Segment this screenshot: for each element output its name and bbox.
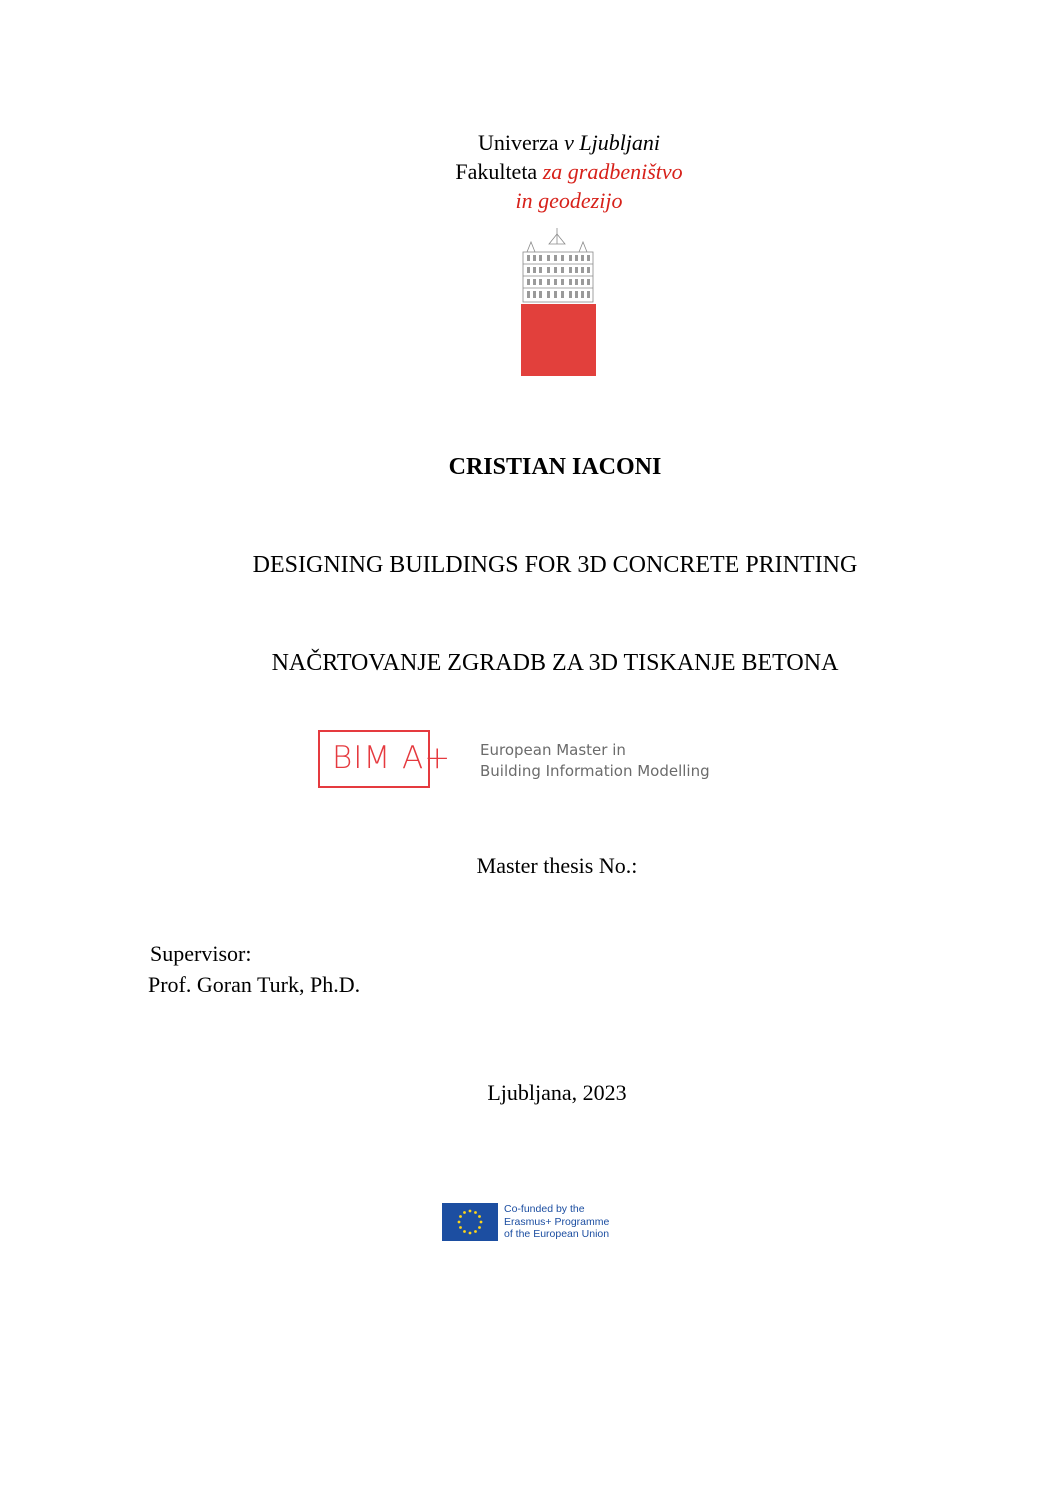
eu-flag-icon [442,1203,498,1241]
bima-logo [318,728,718,794]
thesis-number-label: Master thesis No.: [476,853,638,878]
supervisor-name: Prof. Goran Turk, Ph.D. [148,972,361,997]
author-name: CRISTIAN IACONI [448,454,662,480]
university-header [40,128,1058,215]
faculty-name-cont: in geodezijo [515,188,623,213]
eu-funding-text: Co-funded by the Erasmus+ Programme of the European Union [504,1203,610,1240]
bima-subtitle: European Master in Building Information Modelling [480,741,710,780]
place-date: Ljubljana, 2023 [487,1080,627,1105]
thesis-title-en: DESIGNING BUILDINGS FOR 3D CONCRETE PRINTING [252,552,858,578]
faculty-name: Fakulteta za gradbeništvo [455,159,683,184]
thesis-title-sl: NAČRTOVANJE ZGRADB ZA 3D TISKANJE BETONA [271,650,839,676]
university-name: Univerza v Ljubljani [477,130,661,155]
eu-erasmus-logo [442,1203,632,1243]
faculty-logo [521,228,596,376]
supervisor-label: Supervisor: [150,941,252,966]
bima-logo-text: BIM A+ [332,740,452,776]
supervisor-block [150,938,360,1000]
